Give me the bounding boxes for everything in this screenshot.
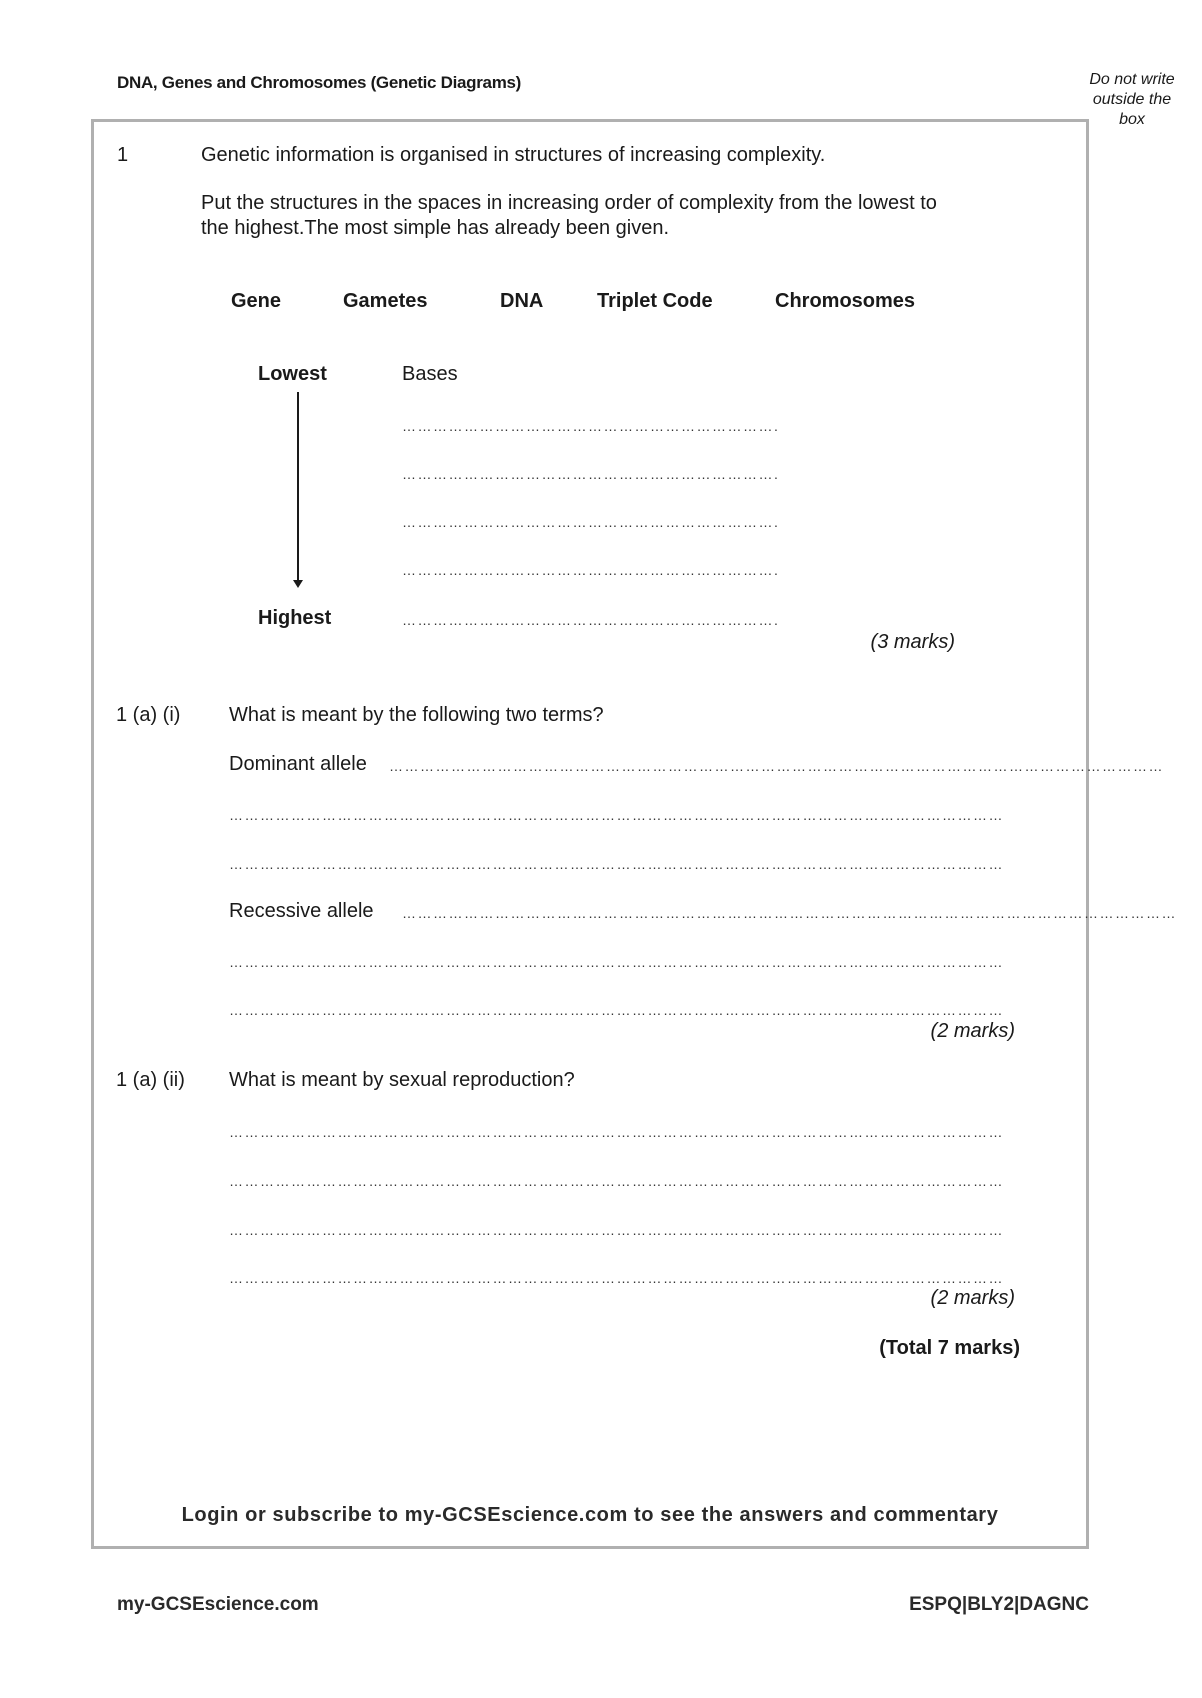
- question-text: What is meant by the following two terms?: [229, 704, 604, 726]
- footer-site: my-GCSEscience.com: [117, 1594, 319, 1615]
- recessive-allele-label: Recessive allele: [229, 900, 374, 922]
- subscribe-cta: Login or subscribe to my-GCSEscience.com to see the answers and commentary: [181, 1504, 999, 1526]
- term-option: Chromosomes: [775, 290, 916, 312]
- lowest-label: Lowest: [258, 363, 327, 385]
- answer-line[interactable]: ……………………………………………………………………………………………………………………………………: [229, 1002, 1004, 1018]
- answer-line[interactable]: ……………………………………………………………………………………………………………………………………: [229, 856, 1004, 872]
- answer-line[interactable]: ……………………………………………………………….: [402, 612, 780, 628]
- answer-line[interactable]: ……………………………………………………………………………………………………………………………………: [229, 807, 1004, 823]
- marks-label: (2 marks): [930, 1020, 1015, 1042]
- question-number: 1 (a) (ii): [116, 1069, 185, 1091]
- answer-line[interactable]: ……………………………………………………………………………………………………………………………………: [229, 1222, 1004, 1238]
- answer-line[interactable]: ……………………………………………………………………………………………………………………………………: [229, 954, 1004, 970]
- answer-line[interactable]: ……………………………………………………………….: [402, 562, 780, 578]
- answer-line[interactable]: ……………………………………………………………….: [402, 418, 780, 434]
- question-text: What is meant by sexual reproduction?: [229, 1069, 575, 1091]
- answer-line[interactable]: ……………………………………………………………………………………………………………………………………: [229, 1124, 1004, 1140]
- answer-line[interactable]: ……………………………………………………………………………………………………………………………………: [229, 1173, 1004, 1189]
- arrow-head-icon: [293, 580, 303, 588]
- question-text: Genetic information is organised in structures of increasing complexity.: [201, 144, 826, 166]
- term-option: DNA: [500, 290, 544, 312]
- answer-line[interactable]: ……………………………………………………………….: [402, 514, 780, 530]
- answer-line[interactable]: ……………………………………………………………….: [402, 466, 780, 482]
- question-instruction: Put the structures in the spaces in increasing order of complexity from the lowest to: [201, 192, 937, 214]
- arrow-down-icon: [297, 392, 299, 582]
- term-option: Gametes: [343, 290, 428, 312]
- marks-label: (3 marks): [870, 631, 955, 653]
- question-instruction: the highest.The most simple has already been given.: [201, 217, 670, 239]
- given-answer: Bases: [402, 363, 458, 385]
- question-number: 1: [117, 144, 129, 166]
- term-option: Gene: [231, 290, 282, 312]
- answer-line[interactable]: ……………………………………………………………………………………………………………………………………: [389, 758, 1164, 774]
- margin-note-line: box: [1119, 111, 1145, 128]
- margin-note-line: outside the: [1092, 91, 1172, 108]
- term-option: Triplet Code: [597, 290, 713, 312]
- answer-line[interactable]: ……………………………………………………………………………………………………………………………………: [402, 905, 1177, 921]
- total-marks: (Total 7 marks): [879, 1337, 1020, 1359]
- highest-label: Highest: [258, 607, 332, 629]
- dominant-allele-label: Dominant allele: [229, 753, 367, 775]
- margin-note-line: Do not write: [1089, 71, 1175, 88]
- footer-code: ESPQ|BLY2|DAGNC: [909, 1594, 1089, 1615]
- page-title: DNA, Genes and Chromosomes (Genetic Diagrams): [117, 73, 522, 92]
- answer-line[interactable]: ……………………………………………………………………………………………………………………………………: [229, 1270, 1004, 1286]
- marks-label: (2 marks): [930, 1287, 1015, 1309]
- question-number: 1 (a) (i): [116, 704, 181, 726]
